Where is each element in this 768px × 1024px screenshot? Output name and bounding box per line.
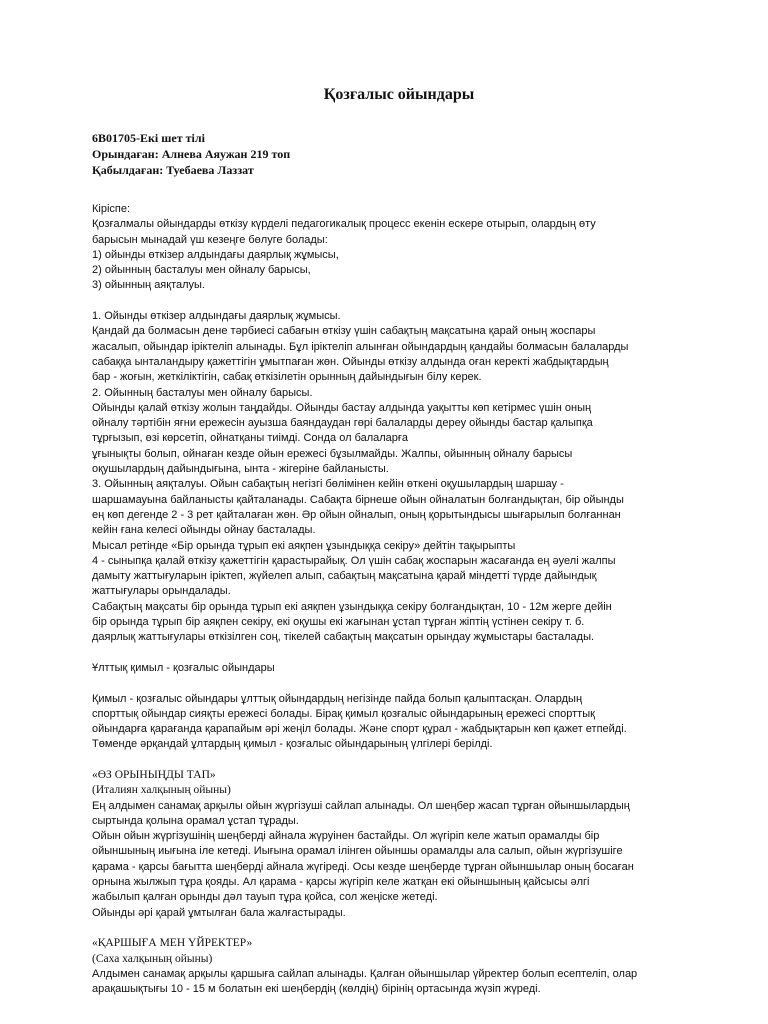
text-line: сабаққа ынталандыру қажеттігін ұмытпаған жөн. Ойынды өткізу алдында оған керекті жабдықтардың xyxy=(92,355,609,368)
text-line: ойындарға қарағанда қарапайым әрі жеңіл болады. Және спорт құрал - жабдықтарын көп қажет етпейді. xyxy=(92,723,627,736)
text-line: Алдымен санамақ арқылы қаршыға сайлап алынады. Қалған ойыншылар үйректер болып есептеліп, олар xyxy=(92,967,638,980)
text-line: спорттық ойындар сияқты ережесі болады. Бірақ қимыл қозғалыс ойындарының ережесі спорттық xyxy=(92,707,595,720)
text-line: ойыншының иығына іле кетеді. Иығына орамал ілінген ойыншы орамалды ала салып, ойын жүргізушіге xyxy=(92,845,623,858)
text-line: ойналу тәртібін яғни ережесін ауызша баяндаудан гөрі балаларды дереу ойынды бастар қалыпқа xyxy=(92,417,593,430)
text-line: Қозғалмалы ойындарды өткізу күрделі педагогикалық процесс екенін ескере отырып, олардың өту xyxy=(92,218,596,231)
text-line: 3) ойынның аяқталуы. xyxy=(92,279,205,292)
spacer xyxy=(92,294,708,309)
text-line: 3. Ойынның аяқталуы. Ойын сабақтың негізгі бөлімінен кейін өткені оқушылардың шаршау - xyxy=(92,478,564,491)
meta-line-author: Орындаған: Алнева Аяужан 219 топ xyxy=(92,147,291,161)
text-line: Ойын ойын жүргізушінің шеңберді айнала жүруінен бастайды. Ол жүгіріп келе жатып орамалды бір xyxy=(92,830,600,843)
text-line: 2) ойынның басталуы мен ойналу барысы, xyxy=(92,264,311,277)
text-line: 2. Ойынның басталуы мен ойналу барысы. xyxy=(92,386,313,399)
game1-title: «ӨЗ ОРЫНЫҢДЫ ТАП» xyxy=(92,768,216,781)
text-line: орнына жылжып тұра қояды. Ал қарама - қарсы жүгіріп келе жатқан екі ойыншының қайсысы әлгі xyxy=(92,876,590,889)
document-body xyxy=(92,202,708,997)
text-line: Сабақтың мақсаты бір орында тұрып екі аяқпен ұзындыққа секіру болғандықтан, 10 - 12м жерге дейін xyxy=(92,600,612,613)
text-line: Қимыл - қозғалыс ойындары ұлттық ойындардың негізінде пайда болып қалыптасқан. Олардың xyxy=(92,692,583,705)
text-line: Қандай да болмасын дене тәрбиесі сабағын өткізу үшін сабақтың мақсатына қарай оның жоспары xyxy=(92,325,596,338)
text-line: оқушылардың дайындығына, ынта - жігеріне байланысты. xyxy=(92,463,389,476)
spacer xyxy=(92,646,708,661)
document-meta xyxy=(92,130,708,178)
stages-section xyxy=(92,309,708,646)
text-line: 1. Ойынды өткізер алдындағы даярлық жұмысы. xyxy=(92,310,341,323)
intro-label: Кіріспе: xyxy=(92,203,131,215)
intro-paragraph xyxy=(92,217,708,293)
text-line: даярлық жаттығулары өткізілген соң, тікелей сабақтың мақсатын орындау жұмыстары басталады. xyxy=(92,631,595,644)
game2-origin: (Саха халқының ойыны) xyxy=(92,952,213,965)
spacer xyxy=(92,676,708,691)
spacer xyxy=(92,921,708,936)
national-games-heading: Ұлттық қимыл - қозғалыс ойындары xyxy=(92,661,275,674)
text-line: сыртында қолына орамал ұстап тұрады. xyxy=(92,814,299,827)
document-title: Қозғалыс ойындары xyxy=(323,86,475,103)
text-line: бір орында тұрып бір аяқпен секіру, екі оқушы екі жағынан ұстап тұрған жіптің үстінен секіру т. б. xyxy=(92,616,585,629)
text-line: шаршамауына байланысты қайталанады. Сабақта бірнеше ойын ойналатын болғандықтан, бір ойынды xyxy=(92,493,624,506)
text-line: Төменде әрқандай ұлтардың қимыл - қозғалыс ойындарының үлгілері берілді. xyxy=(92,738,493,751)
spacer xyxy=(92,753,708,768)
text-line: 4 - сыныпқа қалай өткізу қажеттігін қарастырайық. Ол үшін сабақ жоспарын жасағанда ең әуелі жалпы xyxy=(92,554,616,567)
text-line: барысын мынадай үш кезеңге бөлуге болады: xyxy=(92,233,328,246)
text-line: Ойынды қалай өткізу жолын таңдайды. Ойынды бастау алдында уақытты көп кетірмес үшін оның xyxy=(92,401,592,414)
text-line: ең көп дегенде 2 - 3 рет қайталаған жөн. Әр ойын ойналып, оның қорытындысы шығарылып болғаннан xyxy=(92,508,621,521)
text-line: кейін ғана келесі ойынды ойнау басталады. xyxy=(92,524,316,537)
text-line: арақашықтығы 10 - 15 м болатын екі шеңбердің (көлдің) бірінің ортасында жүзіп жүреді. xyxy=(92,983,541,996)
text-line: қарама - қарсы бағытта шеңберді айнала жүгіреді. Осы кезде шеңберде тұрған ойыншылар оның босаған xyxy=(92,860,634,873)
text-line: тұрғызып, өзі көрсетіп, ойнатқаны тиімді. Сонда ол балаларға xyxy=(92,432,409,445)
text-line: дамыту жаттығуларын іріктеп, жүйелеп алып, сабақтың мақсатына қарай міндетті түрде дайындық xyxy=(92,570,597,583)
game2-description xyxy=(92,967,708,998)
game1-description xyxy=(92,799,708,921)
text-line: Ең алдымен санамақ арқылы ойын жүргізуші сайлап алынады. Ол шеңбер жасап тұрған ойыншылардың xyxy=(92,799,630,812)
text-line: Мысал ретінде «Бір орында тұрып екі аяқпен ұзындыққа секіру» дейтін тақырыпты xyxy=(92,539,516,552)
national-games-paragraph xyxy=(92,692,708,753)
text-line: 1) ойынды өткізер алдындағы даярлық жұмысы, xyxy=(92,248,339,261)
text-line: ұғынықты болып, ойнаған кезде ойын ережесі бұзылмайды. Жалпы, ойынның ойналу барысы xyxy=(92,447,573,460)
text-line: жаттығулары орындалады. xyxy=(92,585,231,598)
game2-title: «ҚАРШЫҒА МЕН ҮЙРЕКТЕР» xyxy=(92,937,253,950)
meta-line-teacher: Қабылдаған: Туебаева Лаззат xyxy=(92,163,254,177)
meta-line-course: 6В01705-Екі шет тілі xyxy=(92,131,205,145)
text-line: бар - жоғын, жеткіліктігін, сабақ өткізілетін орынның дайындығын білу керек. xyxy=(92,371,482,384)
game1-origin: (Италиян халқының ойыны) xyxy=(92,784,231,797)
text-line: Ойынды әрі қарай ұмтылған бала жалғастырады. xyxy=(92,906,346,919)
text-line: жасалып, ойындар іріктеліп алынады. Бұл іріктеліп алынған ойындардың қандайы болмасын балаларды xyxy=(92,340,629,353)
text-line: жабылып қалған орынды дәл тауып тұра қойса, сол жеңіске жетеді. xyxy=(92,891,438,904)
